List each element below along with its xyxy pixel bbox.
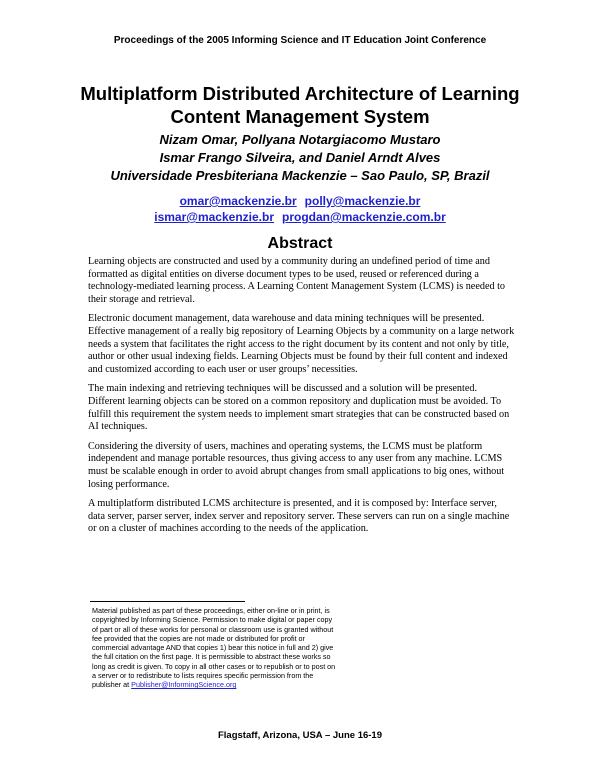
author-block: [40, 131, 560, 185]
abstract-paragraph-2: Electronic document management, data warehouse and data mining techniques will be presented. Effective management of a really big repository of Learning Objects by a community on a large network needs a system that facilitates the right access to the right document by its content and not only by title, author or other usual indexing fields. Learning Objects must be found by their full content and indexed and customized according to each user or user groups’ necessities.: [88, 313, 515, 375]
abstract-paragraph-1: Learning objects are constructed and used by a community during an undefined period of time and formatted as digital entities on diverse document types to be used, reused or referenced during a technology-mediated learning process. A Learning Content Management System (LCMS) is needed to their storage and retrieval.: [88, 256, 506, 305]
email-block: [40, 193, 560, 225]
paper-title: [60, 82, 540, 128]
email-link-polly[interactable]: polly@mackenzie.br: [304, 194, 421, 208]
email-line-1: [40, 193, 560, 209]
abstract-body: [88, 256, 516, 543]
email-link-ismar[interactable]: ismar@mackenzie.br: [154, 210, 274, 224]
footnote-divider: [90, 601, 245, 602]
email-link-progdan[interactable]: progdan@mackenzie.com.br: [282, 210, 446, 224]
abstract-paragraph-3: The main indexing and retrieving techniques will be discussed and a solution will be presented. Different learning objects can be stored on a common repository and duplication must be avoided. To fulfill this requirement the system needs to implement smart strategies that can be constructed based on AI techniques.: [88, 383, 510, 433]
abstract-heading: Abstract: [267, 235, 333, 252]
authors-line-2: Ismar Frango Silveira, and Daniel Arndt Alves: [159, 150, 441, 165]
footnote-text: Material published as part of these proceedings, either on-line or in print, is copyrighted by Informing Science. Permission to make digital or paper copy of part or all of these works for personal or classroom use is granted without fee provided that the copies are not made or distributed for profit or commercial advantage AND that copies 1) bear this notice in full and 2) give the full citation on the first page. It is permissible to abstract these works so long as credit is given. To copy in all other cases or to republish or to post on a server or to redistribute to lists requires specific permission from the publisher at: [92, 606, 336, 690]
authors-line-1: Nizam Omar, Pollyana Notargiacomo Mustaro: [159, 132, 441, 147]
publisher-email-link[interactable]: Publisher@InformingScience.org: [131, 680, 237, 690]
paper-title-line-2: Content Management System: [170, 106, 430, 127]
copyright-footnote: [92, 606, 340, 690]
paper-title-line-1: Multiplatform Distributed Architecture of Learning: [80, 83, 520, 104]
abstract-paragraph-5: A multiplatform distributed LCMS architecture is presented, and it is composed by: Interface server, data server, parser server, index server and repository server. These servers can run on a single machine or on a cluster of machines according to the needs of the application.: [88, 498, 510, 535]
running-header: Proceedings of the 2005 Informing Science and IT Education Joint Conference: [113, 35, 487, 46]
affiliation: Universidade Presbiteriana Mackenzie – Sao Paulo, SP, Brazil: [110, 168, 490, 183]
email-line-2: [40, 209, 560, 225]
email-link-omar[interactable]: omar@mackenzie.br: [179, 194, 297, 208]
abstract-paragraph-4: Considering the diversity of users, machines and operating systems, the LCMS must be platform independent and manage portable resources, thus giving access to any user from any machine. LCMS must be scalable enough in order to avoid abrupt changes from small applications to big ones, without losing performance.: [88, 440, 505, 490]
running-footer: Flagstaff, Arizona, USA – June 16-19: [217, 730, 382, 741]
